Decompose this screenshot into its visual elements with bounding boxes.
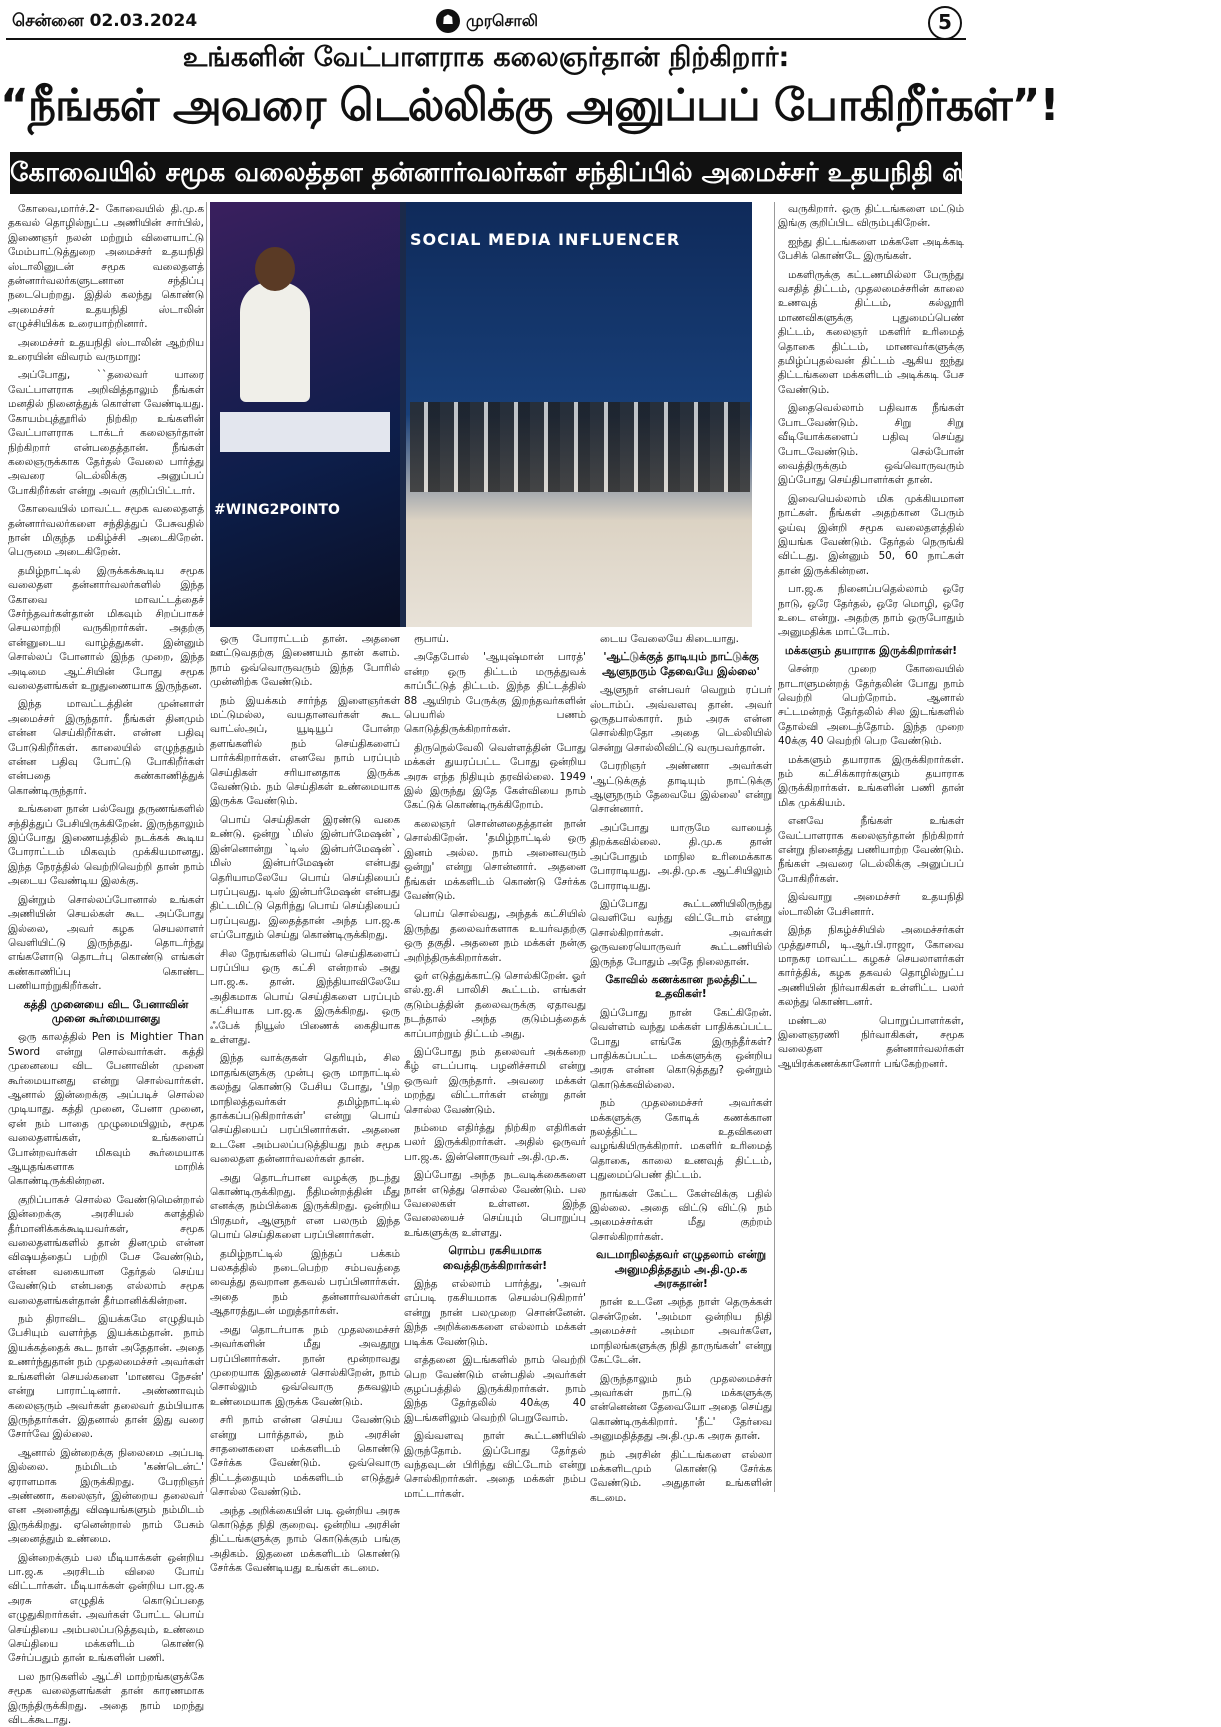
paragraph: நான் உடனே அந்த நாள் தெருக்கள் சென்றேன். 'அம்மா ஒன்றிய நிதி அமைச்சர் அம்மா அவர்களே, மாநிலங்களுக்கு நிதி தாருங்கள்' என்று கேட்டேன்.: [590, 1296, 772, 1367]
paragraph: இவ்வளவு நாள் கூட்டணியில் இருந்தோம். இப்போது தேர்தல் வந்தவுடன் பிரிந்து விட்டோம் என்று சொல்கிறார்கள். அதை மக்கள் நம்ப மாட்டார்கள்.: [404, 1430, 586, 1500]
paragraph: அது தொடர்பாக நம் முதலமைச்சர் அவர்களின் மீது அவதூறு பரப்பினார்கள். நான் மூன்றாவது முறையாக இதனைச் சொல்கிறேன், நாம் சொல்லும் ஒவ்வொரு தகவலும் உண்மையாக இருக்க வேண்டும்.: [210, 1323, 400, 1408]
paragraph: சென்ற முறை கோவையில் நாடாளுமன்றத் தேர்தலின் போது நாம் வெற்றி பெற்றோம். ஆனால் சட்டமன்றத் தேர்தலில் சில இடங்களில் தோல்வி அடைந்தோம். இந்த முறை 40க்கு 40 வெற்றி பெற வேண்டும்.: [778, 663, 964, 748]
paragraph: இவையெல்லாம் மிக முக்கியமான நாட்கள். நீங்கள் அதற்கான பேரும் ஓய்வு இன்றி சமூக வலைதளத்தில் இயங்க வேண்டும். தேர்தல் நெருங்கி விட்டது. இன்னும் 50, 60 நாட்கள் தான் இருக்கின்றன.: [778, 492, 964, 577]
paragraph: பொய் செய்திகள் இரண்டு வகை உண்டு. ஒன்று `மிஸ் இன்பர்மேஷன்`, இன்னொன்று `டிஸ் இன்பர்மேஷன்`. மிஸ் இன்பர்மேஷன் என்பது தெரியாமலேயே பொய் செய்தியைப் பரப்புவது. டிஸ் இன்பர்மேஷன் என்பது திட்டமிட்டு தெரிந்து பொய் செய்தியைப் பரப்புவது. இதைத்தான் அந்த பா.ஜ.க எப்போதும் செய்து கொண்டிருக்கிறது.: [210, 813, 400, 942]
paragraph: கலைஞர் சொன்னதைத்தான் நான் சொல்கிறேன். 'தமிழ்நாட்டில் ஒரு இனம் அல்ல. நாம் அனைவரும் ஒன்று' என்று சொன்னார். அதனை நீங்கள் மக்களிடம் கொண்டு சேர்க்க வேண்டும்.: [404, 817, 586, 902]
subheading: மக்களும் தயாராக இருக்கிறார்கள்!: [784, 643, 958, 657]
paragraph: அப்போது, ``தலைவர் யாரை வேட்பாளராக அறிவித்தாலும் நீங்கள் மனதில் நினைத்துக் கொள்ள வேண்டியது. கோயம்புத்தூரில் நிற்கிற உங்களின் வேட்பாளராக டாக்டர் கலைஞர்தான் நிற்கிறார் என்பதைத்தான். நீங்கள் கலைஞருக்காக தேர்தல் வேலை பார்த்து அவரை டெல்லிக்கு அனுப்பப் போகிறீர்கள் என்று அவர் குறிப்பிட்டார்.: [8, 369, 204, 497]
photo-speaker-panel: [210, 202, 400, 627]
paragraph: எனவே நீங்கள் உங்கள் வேட்பாளராக கலைஞர்தான் நிற்கிறார் என்று நினைத்து பணியாற்ற வேண்டும். நீங்கள் அவரை டெல்லிக்கு அனுப்பப் போகிறீர்கள்.: [778, 815, 964, 885]
column-rule: [774, 202, 775, 1492]
paragraph: சரி நாம் என்ன செய்ய வேண்டும் என்று பார்த்தால், நம் அரசின் சாதனைகளை மக்களிடம் கொண்டு சேர்க்க வேண்டும். ஒவ்வொரு திட்டத்தையும் மக்களிடம் எடுத்துச் சொல்ல வேண்டும்.: [210, 1414, 400, 1499]
article-column-2: [210, 632, 400, 1575]
paragraph: இந்த நிகழ்ச்சியில் அமைச்சர்கள் முத்துசாமி, டி.ஆர்.பி.ராஜா, கோவை மாநகர மாவட்ட கழகச் செயலாளர்கள் கார்த்திக், கழக தகவல் தொழில்நுட்ப அணியின் நிர்வாகிகள் உள்ளிட்ட பலர் கலந்து கொண்டனர்.: [778, 924, 964, 1009]
subheading: கோவில் கணக்கான நலத்திட்ட உதவிகள்!: [605, 972, 757, 1001]
paragraph: இன்றும் சொல்லப்போனால் உங்கள் அணியின் செயல்கள் கூட அப்போது இல்லை, அவர் கழக செயலாளர் வெளியிட்டு இருந்தது. தொடர்ந்து எங்களோடு தொடர்பு கொண்டு எங்கள் கண்காணிப்பு கொண்ட பணியாற்றுகிறீர்கள்.: [8, 893, 204, 993]
paragraph: பா.ஜ.க நினைப்பதெல்லாம் ஒரே நாடு, ஒரே தேர்தல், ஒரே மொழி, ஒரே உடை என்று. அதற்கு நாம் ஒருபோதும் அனுமதிக்க மாட்டோம்.: [778, 583, 964, 639]
headline-main: “நீங்கள் அவரை டெல்லிக்கு அனுப்பப் போகிறீர்கள்”!: [0, 80, 1059, 131]
paragraph: இப்போது கூட்டணியிலிருந்து வெளியே வந்து விட்டோம் என்று சொல்கிறார்கள். அவர்கள் ஒருவரையொருவர் கூட்டணியில் இருந்த போதும் அதே நிலைதான்.: [590, 897, 772, 968]
paragraph: திருநெல்வேலி வெள்ளத்தின் போது மக்கள் துயரப்பட்ட போது ஒன்றிய அரசு எந்த நிதியும் தரவில்லை. 1949 இல் இருந்து இதே கேள்வியை நாம் கேட்டுக் கொண்டிருக்கிறோம்.: [404, 741, 586, 812]
paragraph: நாங்கள் கேட்ட கேள்விக்கு பதில் இல்லை. அதை விட்டு விட்டு நம் அமைச்சர்கள் மீது குற்றம் சொல்கிறார்கள்.: [590, 1187, 772, 1243]
paragraph: மகளிருக்கு கட்டணமில்லா பேருந்து வசதித் திட்டம், முதலமைச்சரின் காலை உணவுத் திட்டம், கல்லூரி மாணவிகளுக்கு புதுமைப்பெண் திட்டம், கலைஞர் மகளிர் உரிமைத் தொகை திட்டம், மாணவர்களுக்கு தமிழ்ப்புதல்வன் திட்டம் ஆகிய ஐந்து திட்டங்களை மக்களிடம் அடிக்கடி பேச வேண்டும்.: [778, 268, 964, 396]
paragraph: நம்மை எதிர்த்து நிற்கிற எதிரிகள் பலர் இருக்கிறார்கள். அதில் ஒருவர் பா.ஜ.க. இன்னொருவர் அ.தி.மு.க.: [404, 1122, 586, 1163]
subheading: ரொம்ப ரகசியமாக வைத்திருக்கிறார்கள்!: [442, 1244, 548, 1272]
paragraph: கோவையில் மாவட்ட சமூக வலைதளத் தன்னார்வலர்களை சந்தித்துப் பேசுவதில் நான் மிகுந்த மகிழ்ச்சி அடைகிறேன். பெருமை அடைகிறேன்.: [8, 503, 204, 559]
speaker-head: [255, 247, 295, 291]
paragraph: ஒரு காலத்தில் Pen is Mightier Than Sword என்று சொல்வார்கள். கத்தி முனையை விட பேனாவின் முனை கூர்மையானது என்று சொல்வார்கள். ஆனால் இன்றைக்கு அப்படிச் சொல்ல முடியாது. கத்தி முனை, பேனா முனை, ஏன் நம் பாதை முழுமையிலும், சமூக வலைதளங்கள், உங்களைப் போன்றவர்கள் மிகவும் கூர்மையாக ஆயுதங்களாக மாறிக் கொண்டிருக்கின்றன.: [8, 1031, 204, 1188]
article-column-4: [590, 632, 772, 1504]
podium: [220, 412, 390, 452]
paragraph: இப்போது அந்த நடவடிக்கைகளை நான் எடுத்து சொல்ல வேண்டும். பல வேலைகள் உள்ளன. இந்த வேலையைச் செய்யும் பொறுப்பு உங்களுக்கு உள்ளது.: [404, 1169, 586, 1239]
paragraph: பொய் சொல்வது, அந்தக் கட்சியில் இருந்து தலைவர்களாக உயர்வதற்கு ஒரு தகுதி. அதனை நம் மக்கள் நன்கு அறிந்திருக்கிறார்கள்.: [404, 908, 586, 964]
paragraph: நம் முதலமைச்சர் அவர்கள் மக்களுக்கு கோடிக் கணக்கான நலத்திட்ட உதவிகளை வழங்கியிருக்கிறார். மகளிர் உரிமைத் தொகை, காலை உணவுத் திட்டம், புதுமைப்பெண் திட்டம்.: [590, 1097, 772, 1182]
subheading: 'ஆட்டுக்குத் தாடியும் நாட்டுக்கு ஆளுநரும் தேவையே இல்லை': [602, 650, 760, 678]
dateline: சென்னை 02.03.2024: [12, 11, 198, 31]
paragraph: இப்போது நான் கேட்கிறேன். வெள்ளம் வந்து மக்கள் பாதிக்கப்பட்ட போது எங்கே இருந்தீர்கள்? பாதிக்கப்பட்ட மக்களுக்கு ஒன்றிய அரசு என்ன கொடுத்தது? ஒன்றும் கொடுக்கவில்லை.: [590, 1006, 772, 1091]
event-photo: [210, 202, 752, 627]
masthead: [6, 6, 966, 40]
speaker-figure: [240, 282, 310, 402]
paragraph: இந்த வாக்குகள் தெரியும், சில மாதங்களுக்கு முன்பு ஒரு மாநாட்டில் கலந்து கொண்டு பேசிய போது, 'பிற மாநிலத்தவர்கள் தமிழ்நாட்டில் தாக்கப்படுகிறார்கள்' என்று பொய் செய்தியைப் பரப்பினார்கள். அதனை உடனே அம்பலப்படுத்தியது நம் சமூக வலைதள தன்னார்வலர்கள் தான்.: [210, 1052, 400, 1166]
paragraph: அது தொடர்பான வழக்கு நடந்து கொண்டிருக்கிறது. நீதிமன்றத்தின் மீது எனக்கு நம்பிக்கை இருக்கிறது. ஒன்றிய பிரதமர், ஆளுநர் என பலரும் இந்த பொய் செய்திகளை பரப்பினார்கள்.: [210, 1171, 400, 1242]
subheading: வடமாநிலத்தவர் எழுதலாம் என்று அனுமதித்ததும் அ.தி.மு.க அரசுதான்!: [595, 1248, 767, 1291]
subheading: கத்தி முனையை விட பேனாவின் முனை கூர்மையானது: [23, 997, 189, 1025]
paragraph: இருந்தாலும் நம் முதலமைச்சர் அவர்கள் நாட்டு மக்களுக்கு என்னென்ன தேவையோ அதை செய்து கொண்டிருக்கிறார். 'நீட்' தேர்வை அனுமதித்தது அ.தி.மு.க அரசு தான்.: [590, 1372, 772, 1443]
paragraph: ஆளுநர் என்பவர் வெறும் ரப்பர் ஸ்டாம்ப். அவ்வளவு தான். அவர் ஒருதபால்காரர். நம் அரசு என்ன சொல்கிறதோ அதை டெல்லியில் சென்று சொல்லிவிட்டு வருபவர்தான்.: [590, 684, 772, 754]
paragraph: இன்றைக்கும் பல மீடியாக்கள் ஒன்றிய பா.ஜ.க அரசிடம் விலை போய் விட்டார்கள். மீடியாக்கள் ஒன்றிய பா.ஜ.க அரசு எழுதிக் கொடுப்பதை எழுதுகிறார்கள். அவர்கள் போட்ட பொய் செய்தியை அம்பலப்படுத்தவும், உண்மை செய்தியை மக்களிடம் கொண்டு சேர்ப்பதும் தான் உங்களின் பணி.: [8, 1551, 204, 1665]
paragraph: தமிழ்நாட்டில் இந்தப் பக்கம் பலகத்தில் நடைபெற்ற சம்பவத்தை வைத்து தவறான தகவல் பரப்பினார்கள். அதை நம் தன்னார்வலர்கள் ஆதாரத்துடன் மறுத்தார்கள்.: [210, 1247, 400, 1318]
paragraph: டைய வேலையே கிடையாது.: [600, 633, 739, 645]
photo-group: [410, 402, 750, 492]
paragraph: வருகிறார். ஒரு திட்டங்களை மட்டும் இங்கு குறிப்பிட விரும்புகிறேன்.: [778, 203, 964, 230]
paragraph: இவ்வாறு அமைச்சர் உதயநிதி ஸ்டாலின் பேசினார்.: [778, 891, 964, 918]
paragraph: நம் திராவிட இயக்கமே எழுதியும் பேசியும் வளர்ந்த இயக்கம்தான். நாம் இயக்கத்தைக் கூட நாள் அதேதான். அதை உணர்ந்துதான் நம் முதலமைச்சர் அவர்கள் உங்களின் செயல்களை 'மாணவ நேசன்' என்று பாராட்டினார். அண்ணாவும் கலைஞரும் அவர்கள் தலைவர் தம்பியாக இருந்தார்கள். இதனால் தான் இது வரை சோர்வே இல்லை.: [8, 1313, 204, 1441]
paragraph: நம் அரசின் திட்டங்களை எல்லா மக்களிடமும் கொண்டு சேர்க்க வேண்டும். அதுதான் உங்களின் கடமை.: [590, 1448, 772, 1504]
paper-brand: [436, 9, 538, 33]
paragraph: இதைவெல்லாம் பதிவாக நீங்கள் போடவேண்டும். சிறு சிறு வீடியோக்களைப் பதிவு செய்து போடவேண்டும். செல்போன் வைத்திருக்கும் ஒவ்வொருவரும் இப்போது செய்திபாளர்கள் தான்.: [778, 402, 964, 487]
paragraph: இப்போது நம் தலைவர் அக்கறை கீழ் எடப்பாடி பழனிச்சாமி என்று ஒருவர் இருந்தார். அவரை மக்கள் மறந்து விட்டார்கள் என்று தான் சொல்ல வேண்டும்.: [404, 1045, 586, 1116]
paragraph: இந்த எல்லாம் பார்த்து, 'அவர் எப்படி ரகசியமாக செயல்படுகிறார்' என்று நான் பலமுறை சொன்னேன். இந்த அறிக்கைகளை எல்லாம் மக்கள் படிக்க வேண்டும்.: [404, 1278, 586, 1348]
paragraph: ரூபாய்.: [414, 633, 450, 645]
article-column-1: [8, 202, 204, 1727]
paragraph: பேரறிஞர் அண்ணா அவர்கள் 'ஆட்டுக்குத் தாடியும் நாட்டுக்கு ஆளுநரும் தேவையே இல்லை' என்று சொன்னார்.: [590, 760, 772, 816]
paragraph: மண்டல பொறுப்பாளர்கள், இளைஞரணி நிர்வாகிகள், சமூக வலைதள தன்னார்வலர்கள் ஆயிரக்கணக்கானோர் பங்கேற்றனர்.: [778, 1014, 964, 1070]
paragraph: இந்த மாவட்டத்தின் முன்னாள் அமைச்சர் இருந்தார். நீங்கள் தினமும் என்ன செய்கிறீர்கள். என்ன பதிவு போடுகிறீர்கள். காலையில் எழுந்ததும் என்ன பதிவு போட்டு போகிறீர்கள் என்பதை கண்காணித்துக் கொண்டிருந்தார்.: [8, 698, 204, 797]
paragraph: எத்தனை இடங்களில் நாம் வெற்றி பெற வேண்டும் என்பதில் அவர்கள் குழப்பத்தில் இருக்கிறார்கள். நாம் இந்த தேர்தலில் 40க்கு 40 இடங்களிலும் வெற்றி பெறுவோம்.: [404, 1354, 586, 1424]
paragraph: மக்களும் தயாராக இருக்கிறார்கள். நம் கட்சிக்காரர்களும் தயாராக இருக்கிறார்கள். உங்களின் பணி தான் மிக முக்கியம்.: [778, 753, 964, 809]
paragraph: சில நேரங்களில் பொய் செய்திகளைப் பரப்பிய ஒரு கட்சி என்றால் அது பா.ஜ.க. தான். இந்தியாவிலேயே அதிகமாக பொய் செய்திகளை பரப்பும் கட்சியாக பா.ஜ.க இருக்கிறது. ஒரு ஃபேக் நியூஸ் பிணைக் கைதியாக உள்ளது.: [210, 947, 400, 1046]
paragraph: அப்போது யாருமே வாயைத் திறக்கவில்லை. தி.மு.க தான் அப்போதும் மாநில உரிமைக்காக போராடியது. அ.தி.மு.க ஆட்சியிலும் போராடியது.: [590, 821, 772, 892]
paragraph: கோவை,மார்ச்.2- கோவையில் தி.மு.க தகவல் தொழில்நுட்ப அணியின் சார்பில், இணைஞர் நலன் மற்றும் விளையாட்டு மேம்பாட்டுத்துறை அமைச்சர் உதயநிதி ஸ்டாலினுடன் சமூக வலைதளத் தன்னார்வலர்களுடனான சந்திப்பு நடைபெற்றது. இதில் கலந்து கொண்டு அமைச்சர் உதயநிதி ஸ்டாலின் எழுச்சியிக்க உரையாற்றினார்.: [8, 203, 204, 331]
paper-name: முரசொலி: [466, 10, 538, 30]
paragraph: பல நாடுகளில் ஆட்சி மாற்றங்களுக்கே சமூக வலைதளங்கள் தான் காரணமாக இருந்திருக்கிறது. அதை நாம் மறந்து விடக்கூடாது.: [8, 1670, 204, 1727]
paragraph: அதேபோல் 'ஆயுஷ்மான் பாரத்' என்ற ஒரு திட்டம் மருத்துவக் காப்பீட்டுத் திட்டம். இந்த திட்டத்தில் 88 ஆயிரம் பேருக்கு இறந்தவர்களின் பெயரில் பணம் கொடுத்திருக்கிறார்கள்.: [404, 651, 586, 736]
article-column-3: [404, 632, 586, 1500]
paragraph: ஒரு போராட்டம் தான். அதனை ஊட்டுவதற்கு இணையம் தான் களம். நாம் ஒவ்வொருவரும் இந்த போரில் முன்னிற்க வேண்டும்.: [210, 633, 400, 689]
paragraph: நம் இயக்கம் சார்ந்த இளைஞர்கள் மட்டுமல்ல, வயதானவர்கள் கூட வாட்ஸ்அப், யூடியூப் போன்ற தளங்களில் நம் செய்திகளைப் பார்க்கிறார்கள். எனவே நாம் பரப்பும் செய்திகள் சரியானதாக இருக்க வேண்டும். நம் செய்திகள் உண்மையாக இருக்க வேண்டும்.: [210, 694, 400, 808]
headline-banner: கோவையில் சமூக வலைத்தள தன்னார்வலர்கள் சந்திப்பில் அமைச்சர் உதயநிதி ஸ்டாலின் அறைகூவல்!: [10, 152, 962, 194]
paragraph: உங்களை நான் பல்வேறு தருணங்களில் சந்தித்துப் பேசியிருக்கிறேன். இருந்தாலும் இப்போது இணையத்தில் நடக்கக் கூடிய போராட்டம் மிகவும் முக்கியமானது. இந்த நேரத்தில் வெற்றிவெற்றி தான் நாம் அடைய வேண்டிய இலக்கு.: [8, 803, 204, 888]
paragraph: அமைச்சர் உதயநிதி ஸ்டாலின் ஆற்றிய உரையின் விவரம் வருமாறு:: [8, 336, 204, 364]
paragraph: தமிழ்நாட்டில் இருக்கக்கூடிய சமூக வலைதள தன்னார்வலர்களில் இந்த கோவை மாவட்டத்தைச் சேர்ந்தவர்கள்தான் மிகவும் சிறப்பாகச் செயலாற்றி வருகிறார்கள். அதற்கு என்னுடைய வாழ்த்துகள். இன்னும் சொல்லப் போனால் இந்த முறை, இந்த அடிமை ஆட்சியின் போது சமூக வலைதளங்கள் உறுதுணையாக இருந்தன.: [8, 564, 204, 692]
column-rule: [206, 202, 207, 1492]
photo-hashtag: #WING2POINTO: [214, 502, 340, 518]
paragraph: குறிப்பாகச் சொல்ல வேண்டுமென்றால் இன்றைக்கு அரசியல் களத்தில் தீர்மானிக்கக்கூடியவர்கள், சமூக வலைதளங்களில் தான் தினமும் என்ன விஷயத்தைப் பற்றி பேச வேண்டும், என்ன வகையான தேர்தல் செய்ய வேண்டும் என்பதை எல்லாம் சமூக வலைதளங்கள்தான் தீர்மானிக்கின்றன.: [8, 1193, 204, 1307]
article-column-5: [778, 202, 964, 1492]
stage-banner-text: SOCIAL MEDIA INFLUENCER: [410, 230, 681, 249]
paragraph: அந்த அறிக்கையின் படி ஒன்றிய அரசு கொடுத்த நிதி குறைவு. ஒன்றிய அரசின் திட்டங்களுக்கு நாம் கொடுக்கும் பங்கு அதிகம். இதனை மக்களிடம் கொண்டு சேர்க்க வேண்டியது உங்கள் கடமை.: [210, 1504, 400, 1575]
paper-logo-icon: ☗: [436, 9, 460, 33]
page-number: 5: [928, 6, 962, 40]
headline-kicker: உங்களின் வேட்பாளராக கலைஞர்தான் நிற்கிறார்:: [182, 42, 790, 73]
paragraph: ஆனால் இன்றைக்கு நிலைமை அப்படி இல்லை. நம்மிடம் 'கண்டென்ட்' ஏராளமாக இருக்கிறது. பேரறிஞர் அண்ணா, கலைஞர், இன்றைய தலைவர் என அனைத்து விஷயங்களும் நம்மிடம் இருக்கிறது. ஏனென்றால் நாம் பேசும் அனைத்தும் உண்மை.: [8, 1446, 204, 1546]
paragraph: ஐந்து திட்டங்களை மக்களே அடிக்கடி பேசிக் கொண்டே இருங்கள்.: [778, 235, 964, 263]
paragraph: ஓர் எடுத்துக்காட்டு சொல்கிறேன். ஓர் எல்.ஐ.சி பாலிசி கூட்டம். எங்கள் குடும்பத்தின் தலைவருக்கு ஏதாவது நடந்தால் அந்த குடும்பத்தைக் காப்பாற்றும் திட்டம் அது.: [404, 969, 586, 1040]
